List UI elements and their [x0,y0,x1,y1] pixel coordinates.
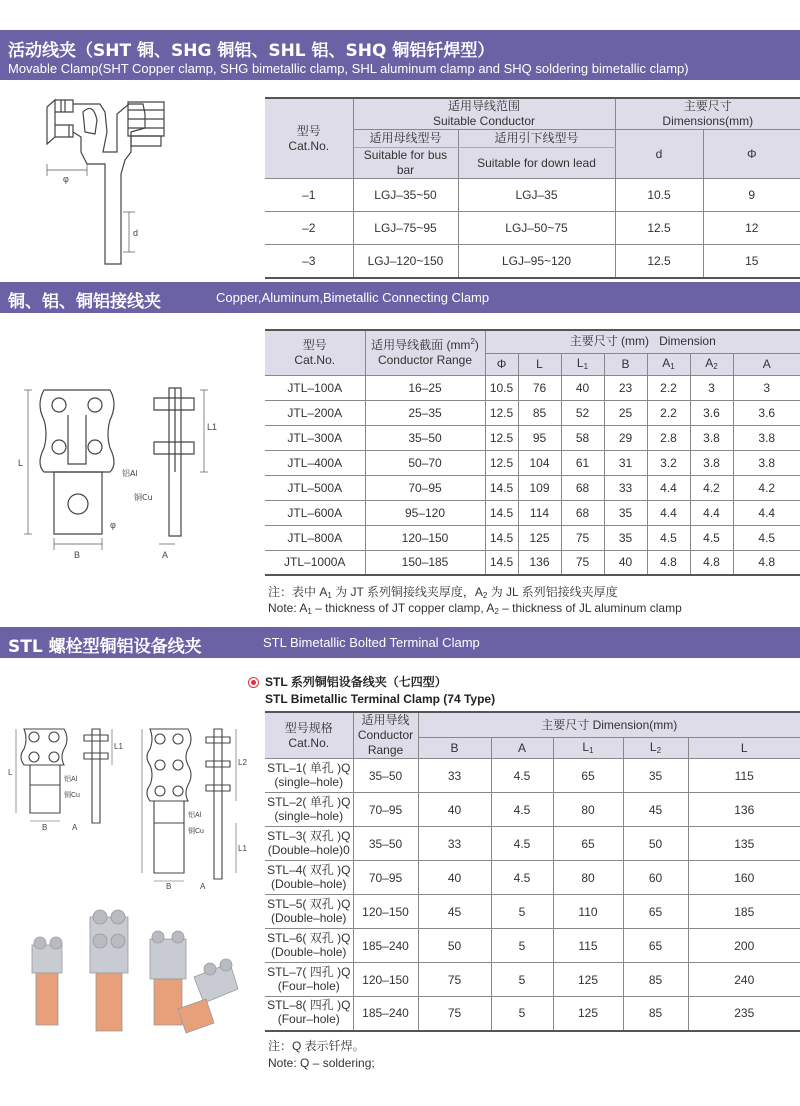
header-range: 适用导线截面 $(mm^2)$ Conductor Range [365,330,485,375]
table-cell: 68 [561,475,604,500]
table-cell: 12.5 [485,425,518,450]
section-title: 铜、铝、铜铝接线夹 [8,292,161,312]
table-cell: 125 [518,525,561,550]
section-header-connecting-clamp [0,282,800,313]
section-title-en: STL Bimetallic Bolted Terminal Clamp [263,635,480,650]
header-conductor: 适用导线 Conductor Range [353,712,418,759]
table-cell: 40 [561,375,604,400]
table-row [265,827,800,861]
table-cell: 33 [604,475,647,500]
col-A: A [733,353,800,375]
table-cell: 50–70 [365,450,485,475]
header-lead-en: Suitable for down lead [458,148,615,179]
value-cell: 75 [418,997,491,1031]
section-title-en: Copper,Aluminum,Bimetallic Connecting Clamp [216,290,490,305]
L1-dimension-label: L1 [114,742,123,751]
header-conductor: 适用导线范围 Suitable Conductor [353,98,615,130]
value-cell: 45 [418,895,491,929]
stl-double-hole-drawing [138,725,258,890]
movable-clamp-drawing [25,92,185,277]
value-cell: 85 [623,963,688,997]
value-cell: 115 [553,929,623,963]
table-cell: JTL–600A [265,500,365,525]
table-cell: 35 [604,500,647,525]
value-cell: 80 [553,793,623,827]
table-cell: 14.5 [485,550,518,575]
al-label: 铝Al [64,776,78,783]
col-L2: $L_2$ [623,738,688,759]
table-cell: 70–95 [365,475,485,500]
table-cell: 85 [518,400,561,425]
header-phi: Φ [703,130,800,179]
L1-dimension-label: L1 [207,422,218,432]
value-cell: 110 [553,895,623,929]
value-cell: 65 [553,827,623,861]
value-cell: 50 [623,827,688,861]
B-dimension-label: B [166,882,172,891]
range-cell: 70–95 [353,793,418,827]
value-cell: 125 [553,997,623,1031]
col-A1: $A_1$ [647,353,690,375]
section-header-stl-clamp [0,627,800,658]
table-cell: 3.6 [733,400,800,425]
table-cell: 95 [518,425,561,450]
table-cell: JTL–800A [265,525,365,550]
table-cell: 75 [561,525,604,550]
L-dimension-label: L [18,458,24,468]
value-cell: 5 [491,997,553,1031]
table-cell: 136 [518,550,561,575]
col-phi: Φ [485,353,518,375]
table-cell: 3 [690,375,733,400]
table-cell: 29 [604,425,647,450]
table-row: –2 LGJ–75~95 LGJ–50~75 12.5 12 [265,212,800,245]
table-cell: 2.8 [647,425,690,450]
table-cell: JTL–200A [265,400,365,425]
table-row [265,550,800,575]
table-row [265,400,800,425]
section-title: 活动线夹（SHT 铜、SHG 铜铝、SHL 铝、SHQ 铜铝钎焊型） [8,41,495,61]
value-cell: 160 [688,861,800,895]
table-cell: 4.2 [733,475,800,500]
table-cell: 4.5 [690,525,733,550]
value-cell: 5 [491,929,553,963]
section-header-movable-clamp [0,30,800,80]
range-cell: 70–95 [353,861,418,895]
table-row [265,963,800,997]
value-cell: 40 [418,793,491,827]
table-cell: 3.8 [733,450,800,475]
value-cell: 80 [553,861,623,895]
value-cell: 35 [623,759,688,793]
table-cell: 120–150 [365,525,485,550]
stl-note-cn: 注：Q 表示钎焊。 [268,1039,365,1053]
value-cell: 136 [688,793,800,827]
table-cell: JTL–100A [265,375,365,400]
table-cell: 3.8 [690,425,733,450]
A-dimension-label: A [200,882,206,891]
value-cell: 4.5 [491,793,553,827]
model-cell: STL–3( 双孔 )Q (Double–hole)0 [265,827,353,861]
table-cell: 114 [518,500,561,525]
cu-label: 铜Cu [188,828,204,835]
note-cn: 注：表中 $A_1$ 为 JT 系列铜接线夹厚度，$A_2$ 为 JL 系列铝接线夹厚度 [268,585,618,600]
value-cell: 4.5 [491,827,553,861]
table-cell: 23 [604,375,647,400]
value-cell: 65 [553,759,623,793]
d-dimension-label: d [133,228,139,238]
table-cell: 58 [561,425,604,450]
table-cell: 2.2 [647,375,690,400]
note-en: Note: $A_1$ – thickness of JT copper clamp, $A_2$ – thickness of JL aluminum clamp [268,601,682,616]
table-cell: 14.5 [485,475,518,500]
table-cell: 4.5 [647,525,690,550]
range-cell: 35–50 [353,759,418,793]
table-cell: 61 [561,450,604,475]
col-L1: $L_1$ [561,353,604,375]
L2-dimension-label: L2 [238,758,247,767]
header-bus-en: Suitable for bus bar [353,148,458,179]
table-row [265,425,800,450]
table-cell: 76 [518,375,561,400]
header-model: 型号 Cat.No. [265,330,365,375]
value-cell: 65 [623,929,688,963]
col-L: L [518,353,561,375]
col-A2: $A_2$ [690,353,733,375]
value-cell: 4.5 [491,759,553,793]
table-cell: 3.8 [690,450,733,475]
B-dimension-label: B [74,550,81,560]
value-cell: 60 [623,861,688,895]
table-cell: 10.5 [485,375,518,400]
table-cell: 68 [561,500,604,525]
table-cell: 35–50 [365,425,485,450]
al-label: 铝Al [122,469,138,478]
value-cell: 50 [418,929,491,963]
header-dimension: 主要尺寸 (mm) Dimension [485,330,800,353]
table-cell: 14.5 [485,500,518,525]
table-cell: 31 [604,450,647,475]
table-cell: 4.4 [647,475,690,500]
table-cell: 150–185 [365,550,485,575]
table-row [265,450,800,475]
table-cell: 104 [518,450,561,475]
table-cell: 40 [604,550,647,575]
header-model: 型号 Cat.No. [265,98,353,179]
L1-dimension-label: L1 [238,844,247,853]
value-cell: 5 [491,963,553,997]
table-cell: 16–25 [365,375,485,400]
B-dimension-label: B [42,823,48,832]
table-cell: 25–35 [365,400,485,425]
table-cell: 3.2 [647,450,690,475]
table-cell: 75 [561,550,604,575]
al-label: 铝Al [188,812,202,819]
model-cell: STL–4( 双孔 )Q (Double–hole) [265,861,353,895]
model-cell: STL–8( 四孔 )Q (Four–hole) [265,997,353,1031]
A-dimension-label: A [72,823,78,832]
stl-note-en: Note: Q – soldering; [268,1056,375,1070]
value-cell: 115 [688,759,800,793]
bullet-dot-icon [248,677,259,688]
table-cell: 25 [604,400,647,425]
model-cell: STL–1( 单孔 )Q (single–hole) [265,759,353,793]
table-row [265,375,800,400]
stl-single-hole-drawing [8,725,128,835]
value-cell: 33 [418,827,491,861]
table-row [265,895,800,929]
connecting-clamp-table [265,329,800,576]
col-L1: $L_1$ [553,738,623,759]
table-cell: JTL–500A [265,475,365,500]
col-B: B [604,353,647,375]
table-row: –3 LGJ–120~150 LGJ–95~120 12.5 15 [265,245,800,278]
table-cell: 35 [604,525,647,550]
value-cell: 40 [418,861,491,895]
model-cell: STL–6( 双孔 )Q (Double–hole) [265,929,353,963]
value-cell: 5 [491,895,553,929]
range-cell: 120–150 [353,963,418,997]
stl-subtitle-en: STL Bimetallic Terminal Clamp (74 Type) [265,692,496,706]
model-cell: STL–7( 四孔 )Q (Four–hole) [265,963,353,997]
table-cell: 4.8 [733,550,800,575]
col-B: B [418,738,491,759]
table-row [265,861,800,895]
col-A: A [491,738,553,759]
range-cell: 185–240 [353,997,418,1031]
table-cell: 2.2 [647,400,690,425]
table-row [265,759,800,793]
value-cell: 4.5 [491,861,553,895]
table-cell: 52 [561,400,604,425]
table-cell: 4.8 [647,550,690,575]
table-cell: 4.4 [647,500,690,525]
connecting-clamp-drawing [14,380,224,570]
table-row [265,475,800,500]
table-cell: JTL–1000A [265,550,365,575]
table-cell: 95–120 [365,500,485,525]
header-lead-cn: 适用引下线型号 [458,130,615,148]
model-cell: STL–2( 单孔 )Q (single–hole) [265,793,353,827]
section-subtitle: Movable Clamp(SHT Copper clamp, SHG bimetallic clamp, SHL aluminum clamp and SHQ soldering bimetallic clamp) [8,61,689,76]
L-dimension-label: L [8,768,13,777]
value-cell: 185 [688,895,800,929]
value-cell: 33 [418,759,491,793]
table-cell: 3 [733,375,800,400]
movable-clamp-table [265,97,800,279]
cu-label: 铜Cu [134,493,153,502]
col-L: L [688,738,800,759]
value-cell: 75 [418,963,491,997]
header-dimension: 主要尺寸 Dimension(mm) [418,712,800,738]
range-cell: 185–240 [353,929,418,963]
table-row [265,500,800,525]
table-cell: JTL–300A [265,425,365,450]
value-cell: 235 [688,997,800,1031]
header-model: 型号规格 Cat.No. [265,712,353,759]
table-row [265,525,800,550]
table-cell: 109 [518,475,561,500]
value-cell: 85 [623,997,688,1031]
stl-clamp-table [265,711,800,1032]
header-bus-cn: 适用母线型号 [353,130,458,148]
table-cell: 4.5 [733,525,800,550]
value-cell: 200 [688,929,800,963]
table-cell: 4.4 [733,500,800,525]
header-d: d [615,130,703,179]
table-cell: 3.8 [733,425,800,450]
table-cell: 14.5 [485,525,518,550]
header-dimensions: 主要尺寸 Dimensions(mm) [615,98,800,130]
table-cell: 4.8 [690,550,733,575]
value-cell: 45 [623,793,688,827]
phi-dimension-label: φ [110,520,116,530]
section-title: STL 螺栓型铜铝设备线夹 [8,637,202,657]
value-cell: 65 [623,895,688,929]
value-cell: 125 [553,963,623,997]
range-cell: 35–50 [353,827,418,861]
cu-label: 铜Cu [64,792,80,799]
A-dimension-label: A [162,550,169,560]
table-cell: 12.5 [485,400,518,425]
value-cell: 135 [688,827,800,861]
value-cell: 240 [688,963,800,997]
table-row [265,997,800,1031]
table-cell: 4.4 [690,500,733,525]
table-row [265,793,800,827]
table-row [265,929,800,963]
table-cell: 3.6 [690,400,733,425]
table-cell: JTL–400A [265,450,365,475]
stl-subtitle-cn: STL 系列铜铝设备线夹（七四型） [265,675,447,689]
table-cell: 12.5 [485,450,518,475]
table-row: –1 LGJ–35~50 LGJ–35 10.5 9 [265,179,800,212]
table-cell: 4.2 [690,475,733,500]
range-cell: 120–150 [353,895,418,929]
phi-dimension-label: φ [63,174,69,184]
model-cell: STL–5( 双孔 )Q (Double–hole) [265,895,353,929]
stl-product-photo [18,905,243,1035]
